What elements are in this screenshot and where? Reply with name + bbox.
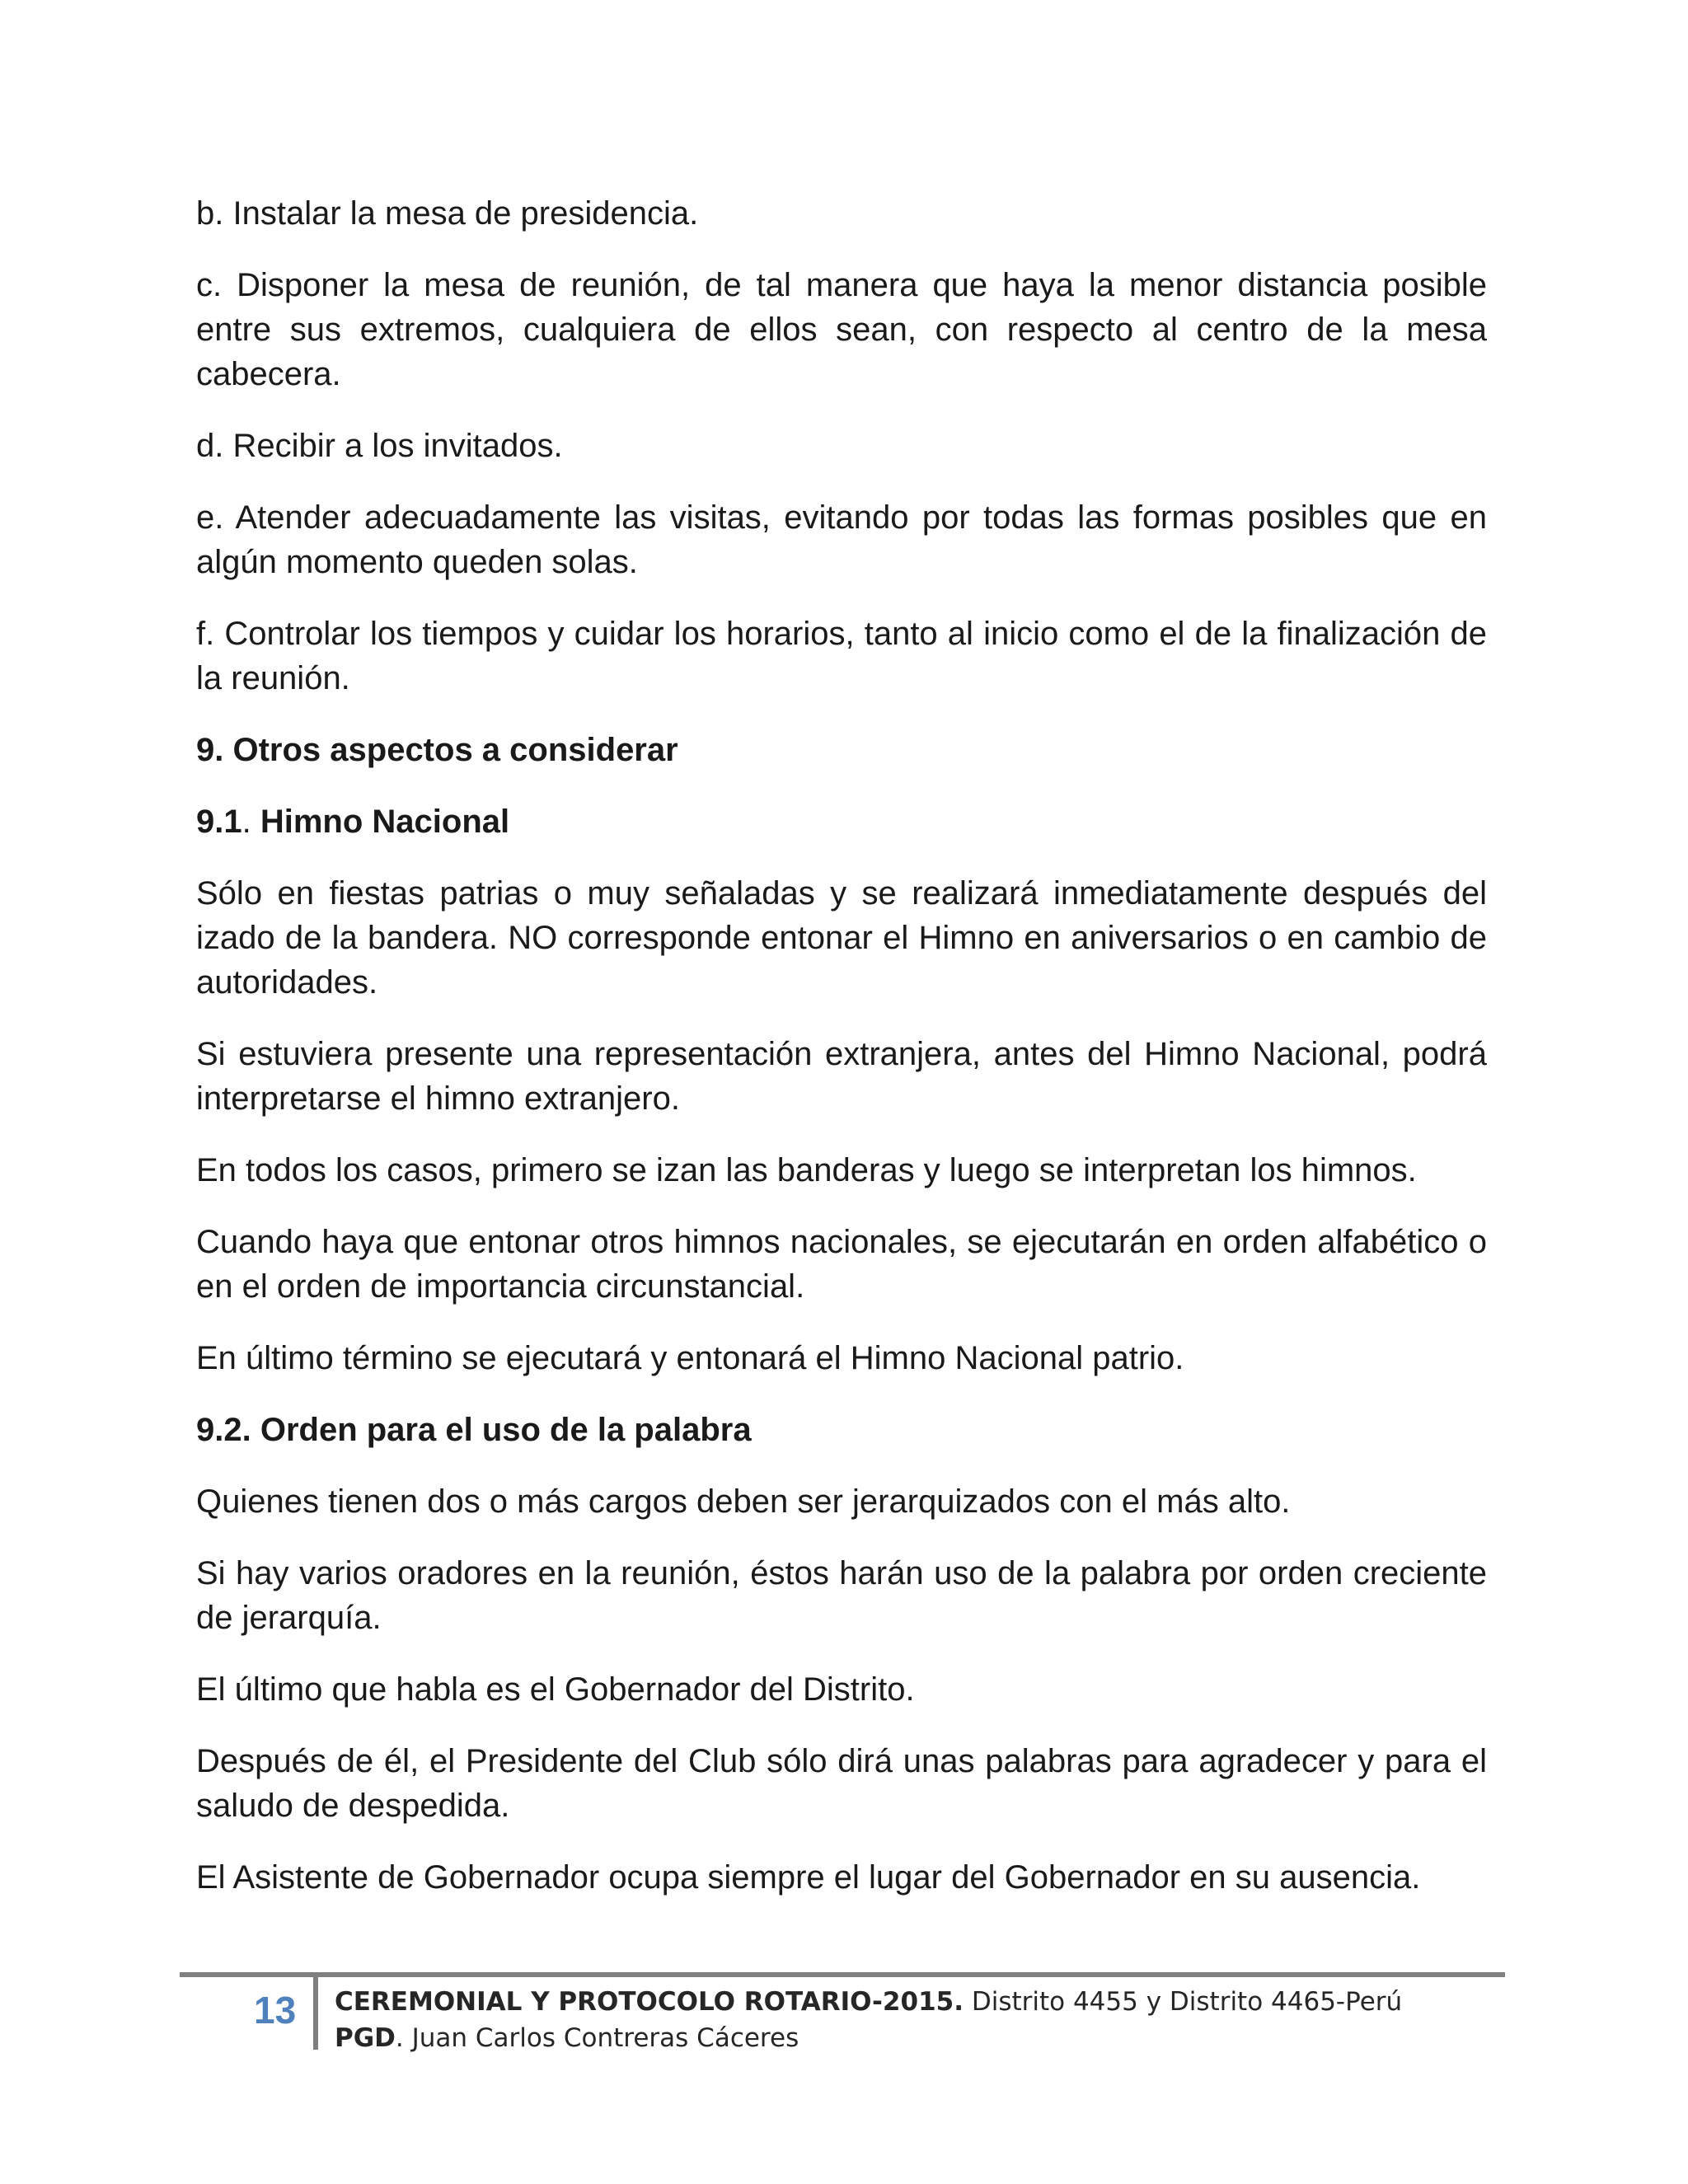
paragraph-orden-4: Después de él, el Presidente del Club sólo dirá unas palabras para agradecer y para el saludo de despedida. — [196, 1743, 1487, 1824]
footer-divider — [180, 1972, 1505, 1977]
paragraph-himno-2: Si estuviera presente una representación extranjera, antes del Himno Nacional, podrá interpretarse el himno extranjero. — [196, 1036, 1487, 1117]
paragraph-item-d: d. Recibir a los invitados. — [196, 428, 563, 464]
heading-number: 9.1 — [196, 804, 242, 840]
paragraph-himno-4: Cuando haya que entonar otros himnos nacionales, se ejecutarán en orden alfabético o en el orden de importancia circunstancial. — [196, 1224, 1487, 1305]
page-footer — [180, 1972, 1505, 2055]
paragraph-item-c: c. Disponer la mesa de reunión, de tal manera que haya la menor distancia posible entre sus extremos, cualquiera de ellos sean, con respecto al centro de la mesa cabecera. — [196, 267, 1487, 392]
paragraph-orden-5: El Asistente de Gobernador ocupa siempre el lugar del Gobernador en su ausencia. — [196, 1859, 1421, 1896]
paragraph-orden-2: Si hay varios oradores en la reunión, éstos harán uso de la palabra por orden creciente de jerarquía. — [196, 1555, 1487, 1636]
paragraph-item-e: e. Atender adecuadamente las visitas, evitando por todas las formas posibles que en algún momento queden solas. — [196, 499, 1487, 580]
heading-separator: . — [241, 804, 251, 840]
footer-title-rest: Distrito 4455 y Distrito 4465-Perú — [963, 1987, 1403, 2017]
paragraph-item-b: b. Instalar la mesa de presidencia. — [196, 195, 699, 232]
page-body — [196, 191, 1487, 1927]
footer-document-title — [335, 1984, 1402, 2020]
paragraph-himno-1: Sólo en fiestas patrias o muy señaladas y se realizará inmediatamente después del izado de la bandera. NO corresponde entonar el Himno en aniversarios o en cambio de autoridades. — [196, 875, 1487, 1001]
paragraph-orden-1: Quienes tienen dos o más cargos deben ser jerarquizados con el más alto. — [196, 1483, 1291, 1520]
section-heading-9: 9. Otros aspectos a considerar — [196, 732, 678, 768]
paragraph-orden-3: El último que habla es el Gobernador del Distrito. — [196, 1671, 915, 1708]
footer-author-bold: PGD — [335, 2023, 396, 2053]
footer-author-rest: . Juan Carlos Contreras Cáceres — [395, 2023, 799, 2053]
page-number: 13 — [254, 1989, 297, 2032]
paragraph-himno-3: En todos los casos, primero se izan las banderas y luego se interpretan los himnos. — [196, 1152, 1417, 1188]
footer-author — [335, 2020, 799, 2056]
heading-title: Himno Nacional — [251, 804, 510, 840]
paragraph-himno-5: En último término se ejecutará y entonará el Himno Nacional patrio. — [196, 1340, 1184, 1376]
paragraph-item-f: f. Controlar los tiempos y cuidar los horarios, tanto al inicio como el de la finalización de la reunión. — [196, 616, 1487, 696]
section-heading-9-1 — [196, 799, 1487, 844]
section-heading-9-2: 9.2. Orden para el uso de la palabra — [196, 1412, 752, 1448]
footer-title-bold: CEREMONIAL Y PROTOCOLO ROTARIO-2015. — [335, 1987, 964, 2017]
footer-vertical-divider — [313, 1972, 318, 2050]
